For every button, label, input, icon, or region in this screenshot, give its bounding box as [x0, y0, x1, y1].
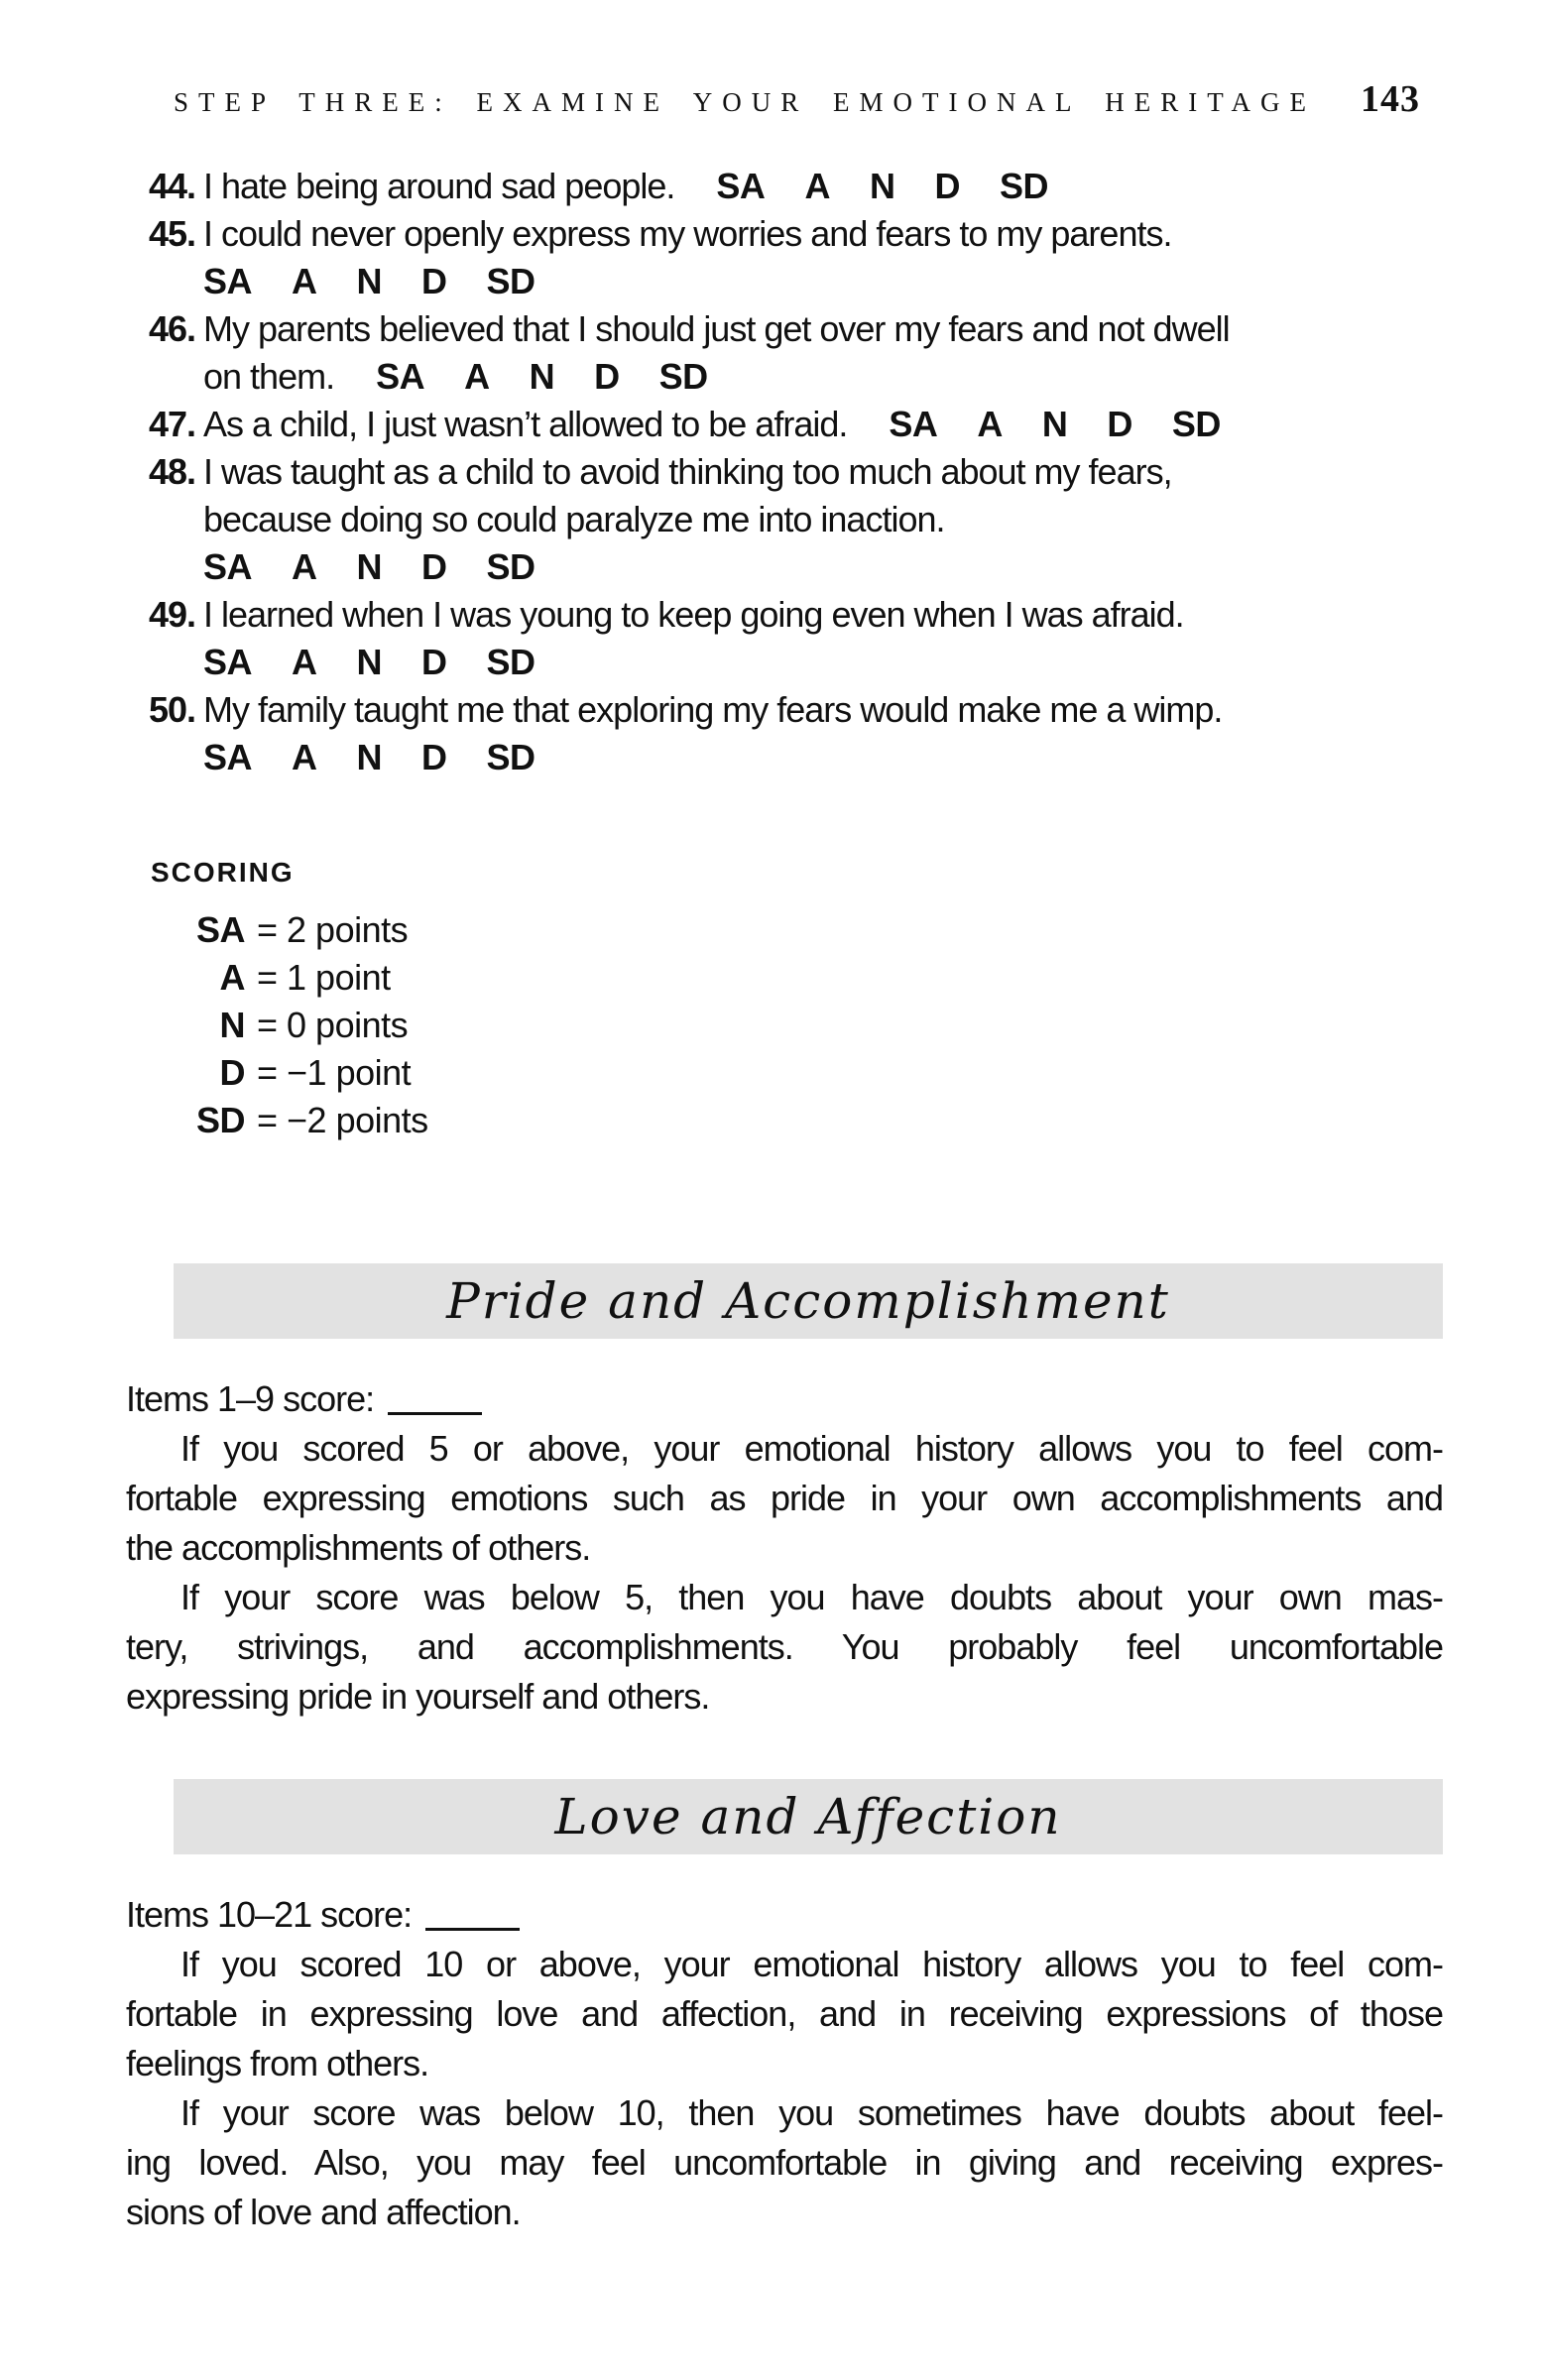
- rating-option: N: [356, 261, 383, 301]
- rating-option: D: [934, 166, 960, 206]
- rating-option: N: [356, 737, 383, 777]
- rating-option: SD: [658, 356, 708, 397]
- item-line: [203, 353, 1443, 401]
- item-lines: [203, 210, 1443, 305]
- section-title-band: [174, 1779, 1443, 1854]
- questionnaire-items: [126, 163, 1443, 781]
- item-number: 47.: [148, 404, 195, 444]
- rating-scale: [716, 166, 1048, 206]
- section-title: Pride and Accomplishment: [446, 1272, 1170, 1330]
- questionnaire-item: [126, 210, 1443, 305]
- point-value: = −2 points: [257, 1100, 428, 1140]
- item-text: My family taught me that exploring my fears would make me a wimp.: [203, 689, 1223, 730]
- rating-option: A: [292, 546, 317, 587]
- paragraph-line: fortable expressing emotions such as pride in your own accomplishments and: [126, 1478, 1443, 1518]
- paragraph-line: If your score was below 5, then you have doubts about your own mas-: [180, 1577, 1443, 1617]
- rating-abbreviation: SA: [195, 909, 245, 950]
- scoring-rule: [126, 1002, 1443, 1049]
- item-text: I learned when I was young to keep going even when I was afraid.: [203, 594, 1184, 635]
- section-title: Love and Affection: [554, 1788, 1062, 1845]
- rating-option: D: [1107, 404, 1132, 444]
- rating-option: SD: [1171, 404, 1221, 444]
- item-text: because doing so could paralyze me into inaction.: [203, 499, 945, 539]
- rating-option: A: [464, 356, 490, 397]
- item-text: on them.: [203, 356, 335, 397]
- rating-option: SD: [486, 261, 535, 301]
- rating-option: D: [421, 261, 447, 301]
- item-line: [203, 686, 1443, 734]
- scoring-rule: [126, 954, 1443, 1002]
- page-number: 143: [1361, 78, 1420, 120]
- paragraph: [126, 1424, 1443, 1573]
- result-sections: [0, 1263, 1546, 2237]
- scoring-rule: [126, 1097, 1443, 1144]
- item-line: [203, 258, 1443, 305]
- point-value: = 1 point: [257, 957, 391, 998]
- item-lines: [203, 686, 1443, 781]
- rating-option: SA: [376, 356, 425, 397]
- item-line: [203, 448, 1443, 496]
- rating-abbreviation: N: [219, 1005, 245, 1045]
- item-lines: [203, 591, 1443, 686]
- rating-scale: [203, 642, 535, 682]
- point-value: = 2 points: [257, 909, 409, 950]
- questionnaire-item: [126, 686, 1443, 781]
- item-line: [203, 305, 1443, 353]
- rating-option: N: [356, 546, 383, 587]
- score-blank-field: [388, 1401, 482, 1415]
- item-text: I hate being around sad people.: [203, 166, 675, 206]
- paragraph: [126, 2088, 1443, 2237]
- rating-option: D: [421, 737, 447, 777]
- questionnaire-item: [126, 163, 1443, 210]
- paragraph-line: ing loved. Also, you may feel uncomfortable in giving and receiving expres-: [126, 2142, 1443, 2183]
- score-blank-field: [425, 1917, 520, 1931]
- item-line: [203, 496, 1443, 543]
- rating-scale: [376, 356, 708, 397]
- item-number: 49.: [148, 594, 195, 635]
- score-label: Items 10–21 score:: [126, 1894, 413, 1935]
- questionnaire-item: [126, 305, 1443, 401]
- item-line: [203, 591, 1443, 639]
- paragraph-line: If you scored 10 or above, your emotional history allows you to feel com-: [180, 1944, 1443, 1984]
- rating-option: D: [594, 356, 620, 397]
- rating-option: A: [292, 737, 317, 777]
- score-line: [126, 1890, 1443, 1940]
- rating-option: SA: [716, 166, 766, 206]
- item-text: My parents believed that I should just get over my fears and not dwell: [203, 308, 1230, 349]
- item-lines: [203, 305, 1443, 401]
- score-line: [126, 1374, 1443, 1424]
- paragraph: [126, 1573, 1443, 1722]
- scoring-rule: [126, 906, 1443, 954]
- item-number: 50.: [148, 689, 195, 730]
- item-text: I could never openly express my worries and fears to my parents.: [203, 213, 1172, 254]
- item-number: 48.: [148, 451, 195, 492]
- rating-option: A: [804, 166, 830, 206]
- rating-option: SD: [486, 737, 535, 777]
- scoring-rule: [126, 1049, 1443, 1097]
- scoring-heading: SCORING: [151, 857, 295, 888]
- paragraph-line: fortable in expressing love and affection, and in receiving expressions of those: [126, 1993, 1443, 2034]
- paragraph-line: tery, strivings, and accomplishments. You probably feel uncomfortable: [126, 1626, 1443, 1667]
- result-section: [126, 1779, 1443, 2237]
- questionnaire-item: [126, 448, 1443, 591]
- questionnaire-item: [126, 591, 1443, 686]
- rating-abbreviation: SD: [195, 1100, 245, 1140]
- item-number: 45.: [148, 213, 195, 254]
- paragraph-line: sions of love and affection.: [126, 2192, 521, 2232]
- rating-option: SA: [203, 546, 253, 587]
- rating-abbreviation: A: [219, 957, 245, 998]
- item-lines: [203, 401, 1443, 448]
- item-line: [203, 401, 1443, 448]
- rating-option: N: [356, 642, 383, 682]
- rating-scale: [203, 737, 535, 777]
- rating-option: D: [421, 642, 447, 682]
- rating-option: A: [292, 642, 317, 682]
- rating-scale: [203, 546, 535, 587]
- paragraph: [126, 1940, 1443, 2088]
- rating-option: N: [869, 166, 895, 206]
- item-lines: [203, 163, 1443, 210]
- rating-option: SD: [999, 166, 1048, 206]
- section-title-band: [174, 1263, 1443, 1339]
- rating-abbreviation: D: [219, 1052, 245, 1093]
- rating-option: SA: [203, 261, 253, 301]
- result-section: [126, 1263, 1443, 1722]
- rating-scale: [203, 261, 535, 301]
- item-line: [203, 210, 1443, 258]
- item-line: [203, 543, 1443, 591]
- item-text: As a child, I just wasn’t allowed to be afraid.: [203, 404, 848, 444]
- rating-option: D: [421, 546, 447, 587]
- rating-option: SA: [889, 404, 938, 444]
- paragraph-line: expressing pride in yourself and others.: [126, 1676, 710, 1717]
- rating-option: A: [292, 261, 317, 301]
- rating-option: A: [977, 404, 1003, 444]
- rating-scale: [889, 404, 1221, 444]
- paragraph-line: If you scored 5 or above, your emotional history allows you to feel com-: [180, 1428, 1443, 1469]
- item-number: 46.: [148, 308, 195, 349]
- rating-option: N: [1041, 404, 1068, 444]
- rating-option: SA: [203, 642, 253, 682]
- item-text: I was taught as a child to avoid thinking too much about my fears,: [203, 451, 1172, 492]
- paragraph-line: the accomplishments of others.: [126, 1527, 591, 1568]
- score-label: Items 1–9 score:: [126, 1378, 375, 1419]
- rating-option: SA: [203, 737, 253, 777]
- rating-option: SD: [486, 642, 535, 682]
- item-lines: [203, 448, 1443, 591]
- item-line: [203, 734, 1443, 781]
- point-value: = 0 points: [257, 1005, 409, 1045]
- item-line: [203, 163, 1443, 210]
- point-value: = −1 point: [257, 1052, 412, 1093]
- chapter-running-title: STEP THREE: EXAMINE YOUR EMOTIONAL HERITAGE: [174, 87, 1317, 117]
- item-line: [203, 639, 1443, 686]
- paragraph-line: feelings from others.: [126, 2043, 429, 2083]
- rating-option: N: [529, 356, 555, 397]
- page-header: [0, 0, 1546, 121]
- scoring-rules: [126, 906, 1443, 1144]
- item-number: 44.: [148, 166, 195, 206]
- questionnaire-item: [126, 401, 1443, 448]
- rating-option: SD: [486, 546, 535, 587]
- paragraph-line: If your score was below 10, then you sometimes have doubts about feel-: [180, 2092, 1443, 2133]
- scoring-section: [126, 857, 1443, 1144]
